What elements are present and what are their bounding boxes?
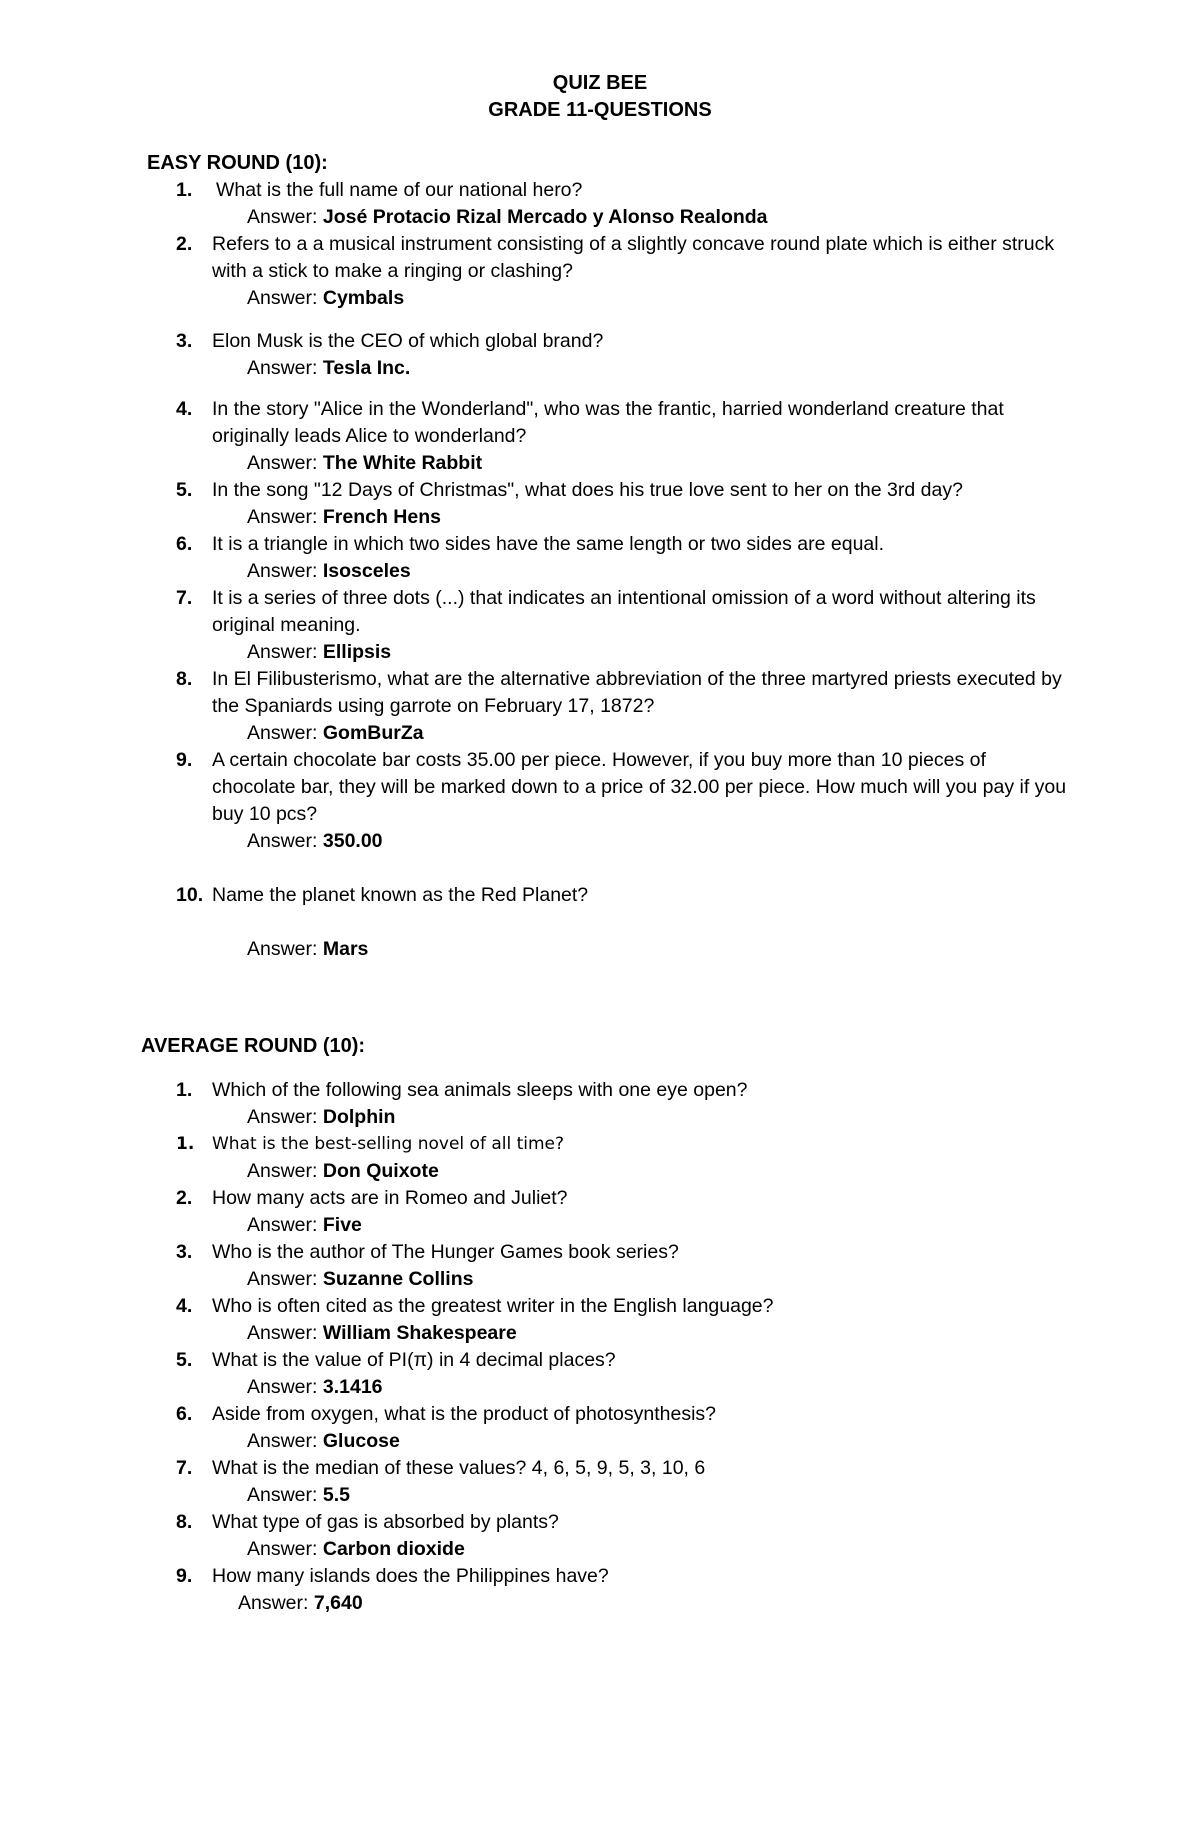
question-text: It is a series of three dots (...) that indicates an intentional omission of a word without altering its original meaning. <box>212 587 1036 636</box>
question-text: Elon Musk is the CEO of which global brand? <box>212 330 604 352</box>
question-text: A certain chocolate bar costs 35.00 per piece. However, if you buy more than 10 pieces of chocolate bar, they will be marked down to a price of 32.00 per piece. How much will you pay if you buy 10 pcs? <box>212 749 1067 825</box>
question-number: 3. <box>176 1241 193 1263</box>
answer-label: Answer: <box>247 641 318 663</box>
answer-value: Carbon dioxide <box>322 1538 465 1560</box>
question-number: 3. <box>176 330 193 352</box>
question-number: 5. <box>176 1349 193 1371</box>
answer-label: Answer: <box>247 206 318 228</box>
question-text: In the song "12 Days of Christmas", what does his true love sent to her on the 3rd day? <box>212 479 963 501</box>
question-number: 8. <box>176 668 193 690</box>
question-text: What is the full name of our national hero? <box>216 179 583 201</box>
answer-label: Answer: <box>247 830 318 852</box>
document-title: QUIZ BEE <box>552 72 648 94</box>
document-subtitle: GRADE 11-QUESTIONS <box>488 99 712 121</box>
answer-label: Answer: <box>247 1484 318 1506</box>
answer-label: Answer: <box>247 1214 318 1236</box>
question-number: 1. <box>176 1079 193 1101</box>
answer-label: Answer: <box>247 1268 318 1290</box>
answer-value: Dolphin <box>322 1106 396 1128</box>
average-answer-6 <box>247 1428 400 1455</box>
answer-value: Isosceles <box>322 560 411 582</box>
answer-value: Cymbals <box>322 287 405 309</box>
easy-answer-7 <box>247 639 391 666</box>
answer-label: Answer: <box>247 1430 318 1452</box>
average-answer-8 <box>247 1536 465 1563</box>
answer-value: 5.5 <box>322 1484 350 1506</box>
answer-value: 350.00 <box>322 830 383 852</box>
answer-value: French Hens <box>322 506 441 528</box>
question-text: In El Filibusterismo, what are the alternative abbreviation of the three martyred priests executed by the Spaniards using garrote on February 17, 1872? <box>212 668 1062 717</box>
average-answer-5 <box>247 1374 383 1401</box>
answer-label: Answer: <box>247 357 318 379</box>
average-answer-3 <box>247 1266 473 1293</box>
question-text: Who is the author of The Hunger Games book series? <box>212 1241 679 1263</box>
question-number: 5. <box>176 479 193 501</box>
question-number: 7. <box>176 1457 193 1479</box>
question-number: 6. <box>176 1403 193 1425</box>
answer-value: Glucose <box>322 1430 400 1452</box>
question-text: What type of gas is absorbed by plants? <box>212 1511 559 1533</box>
question-number: 4. <box>176 1295 193 1317</box>
answer-label: Answer: <box>247 722 318 744</box>
answer-label: Answer: <box>247 560 318 582</box>
average-answer-1b <box>247 1158 439 1185</box>
question-number: 9. <box>176 749 193 771</box>
answer-label: Answer: <box>247 287 318 309</box>
question-text: It is a triangle in which two sides have the same length or two sides are equal. <box>212 533 885 555</box>
question-text: How many islands does the Philippines have? <box>212 1565 609 1587</box>
question-text: What is the median of these values? 4, 6, 5, 9, 5, 3, 10, 6 <box>212 1457 706 1479</box>
question-text: What is the best-selling novel of all time? <box>212 1134 565 1154</box>
answer-value: Suzanne Collins <box>322 1268 474 1290</box>
average-answer-7 <box>247 1482 350 1509</box>
answer-value: Ellipsis <box>322 641 392 663</box>
answer-label: Answer: <box>238 1592 309 1614</box>
answer-label: Answer: <box>247 1106 318 1128</box>
easy-answer-2 <box>247 285 404 312</box>
answer-value: José Protacio Rizal Mercado y Alonso Realonda <box>322 206 768 228</box>
answer-value: William Shakespeare <box>322 1322 517 1344</box>
easy-answer-1 <box>247 204 768 231</box>
easy-answer-3 <box>247 355 410 382</box>
easy-answer-5 <box>247 504 441 531</box>
question-number: 1. <box>176 1134 195 1154</box>
answer-value: Tesla Inc. <box>322 357 411 379</box>
question-number: 6. <box>176 533 193 555</box>
answer-label: Answer: <box>247 938 318 960</box>
question-text: Who is often cited as the greatest writer in the English language? <box>212 1295 774 1317</box>
average-answer-9 <box>238 1590 363 1617</box>
question-number: 8. <box>176 1511 193 1533</box>
question-text: How many acts are in Romeo and Juliet? <box>212 1187 568 1209</box>
question-text: Which of the following sea animals sleeps with one eye open? <box>212 1079 748 1101</box>
answer-value: The White Rabbit <box>322 452 483 474</box>
question-number: 2. <box>176 1187 193 1209</box>
answer-value: 7,640 <box>313 1592 363 1614</box>
question-text: Name the planet known as the Red Planet? <box>212 884 589 906</box>
question-text: In the story "Alice in the Wonderland", who was the frantic, harried wonderland creature that originally leads Alice to wonderland? <box>212 398 1004 447</box>
answer-label: Answer: <box>247 452 318 474</box>
answer-value: GomBurZa <box>322 722 424 744</box>
answer-value: Five <box>322 1214 362 1236</box>
answer-value: Don Quixote <box>322 1160 439 1182</box>
easy-answer-6 <box>247 558 411 585</box>
question-number: 1. <box>176 179 193 201</box>
question-text: What is the value of PI(π) in 4 decimal places? <box>212 1349 616 1371</box>
easy-answer-8 <box>247 720 424 747</box>
answer-value: 3.1416 <box>322 1376 383 1398</box>
answer-label: Answer: <box>247 1160 318 1182</box>
easy-answer-10 <box>247 936 368 963</box>
average-round-heading: AVERAGE ROUND (10): <box>141 1035 366 1057</box>
answer-label: Answer: <box>247 1538 318 1560</box>
answer-label: Answer: <box>247 1376 318 1398</box>
easy-round-heading: EASY ROUND (10): <box>147 152 328 174</box>
question-text: Refers to a a musical instrument consisting of a slightly concave round plate which is either struck with a stick to make a ringing or clashing? <box>212 233 1055 282</box>
easy-answer-9 <box>247 828 383 855</box>
answer-label: Answer: <box>247 506 318 528</box>
average-answer-1 <box>247 1104 395 1131</box>
question-number: 4. <box>176 398 193 420</box>
average-answer-4 <box>247 1320 517 1347</box>
question-text: Aside from oxygen, what is the product of photosynthesis? <box>212 1403 717 1425</box>
answer-value: Mars <box>322 938 369 960</box>
answer-label: Answer: <box>247 1322 318 1344</box>
easy-answer-4 <box>247 450 482 477</box>
question-number: 2. <box>176 233 193 255</box>
question-number: 9. <box>176 1565 193 1587</box>
average-answer-2 <box>247 1212 362 1239</box>
question-number: 7. <box>176 587 193 609</box>
question-number: 10. <box>176 884 204 906</box>
